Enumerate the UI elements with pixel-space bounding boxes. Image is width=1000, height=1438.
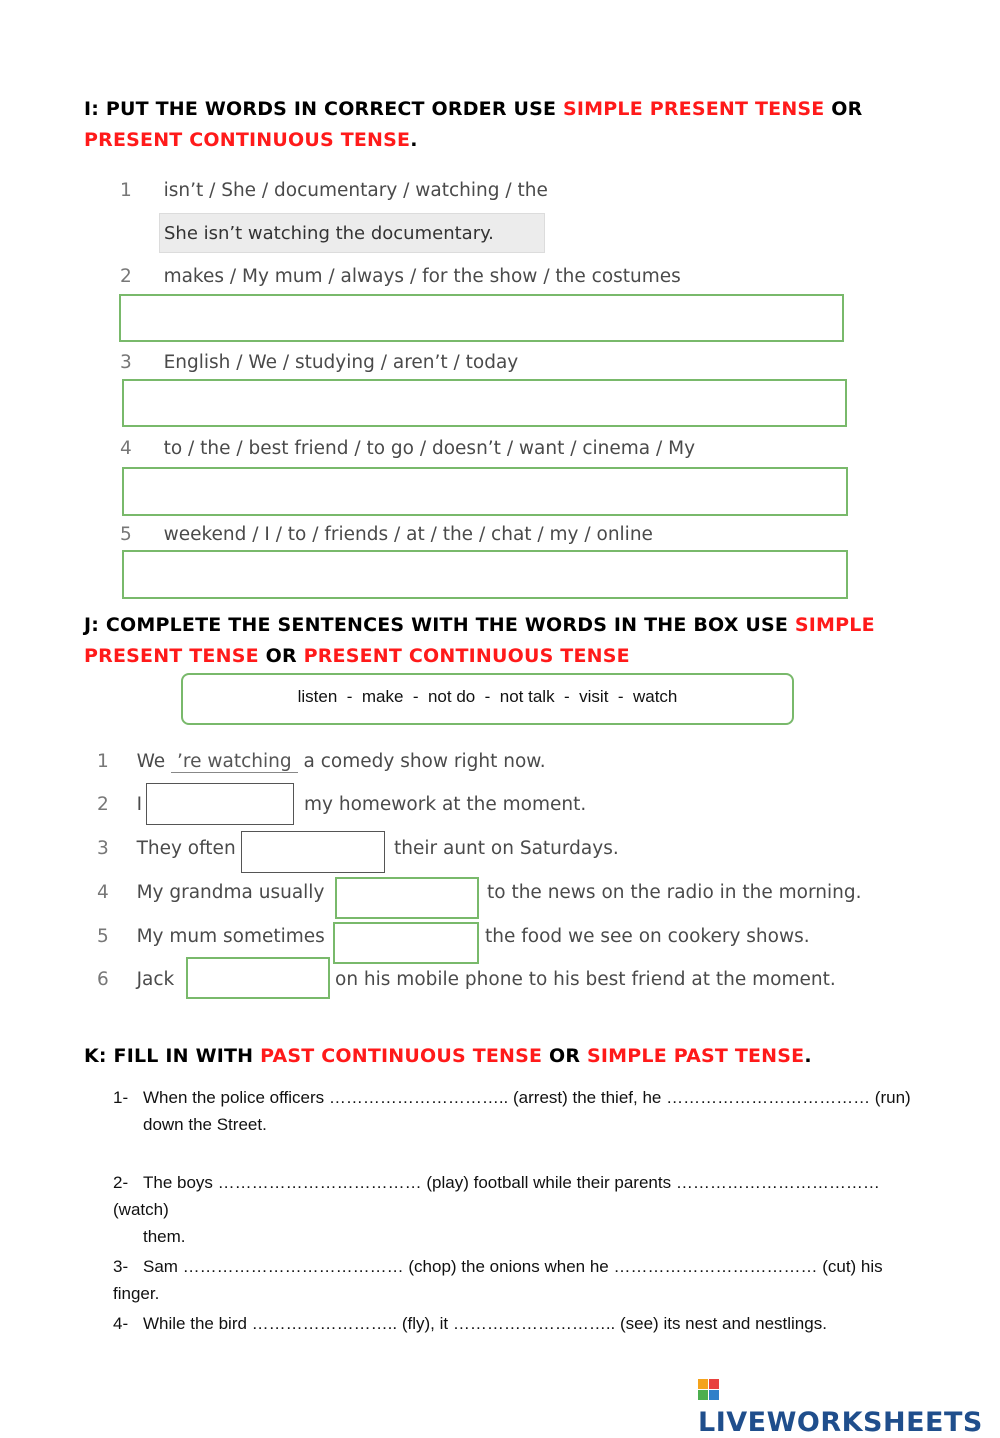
section-k-item-4 (113, 1310, 913, 1337)
section-i-item-1 (120, 180, 548, 201)
section-i-item-5 (120, 524, 653, 545)
item-before: We (136, 751, 166, 772)
item-number: 3 (97, 838, 109, 859)
section-k-heading (84, 1041, 944, 1072)
section-k-item-2 (113, 1169, 913, 1250)
item-after: my homework at the moment. (304, 794, 587, 815)
item-number: 2 (97, 794, 109, 815)
item-words: English / We / studying / aren’t / today (163, 352, 519, 373)
item-before: Jack (136, 969, 175, 990)
section-k-heading-or: OR (542, 1045, 588, 1067)
item-words: isn’t / She / documentary / watching / the (163, 180, 548, 201)
item-before: My grandma usually (136, 882, 325, 903)
item-number: 1 (120, 180, 132, 201)
gap-input-3[interactable] (241, 831, 385, 873)
logo-text: LIVEWORKSHEETS (698, 1407, 983, 1438)
section-j-item-5 (97, 926, 325, 947)
section-j-heading-red1: SIMPLE (794, 614, 875, 636)
item-number: 4 (120, 438, 132, 459)
item-number: 5 (97, 926, 109, 947)
answer-input-3[interactable] (122, 379, 847, 427)
item-words: makes / My mum / always / for the show / the costumes (163, 266, 681, 287)
gap-input-2[interactable] (146, 783, 294, 825)
section-k-item-3 (113, 1253, 913, 1307)
section-j-item-6 (97, 969, 174, 990)
item-line1: While the bird …………………….. (fly), it ……………………….. (see) its nest and nestlings. (143, 1314, 827, 1333)
example-gap-answer: ’re watching (171, 751, 298, 773)
item-after: their aunt on Saturdays. (394, 838, 619, 859)
item-before: My mum sometimes (136, 926, 325, 947)
section-j-heading-or: OR (258, 645, 304, 667)
section-i-heading-prefix: I: PUT THE WORDS IN CORRECT ORDER USE (84, 98, 564, 120)
item-number: 6 (97, 969, 109, 990)
section-k-heading-prefix: K: FILL IN WITH (84, 1045, 261, 1067)
section-j-heading-red1b: PRESENT TENSE (84, 645, 259, 667)
word-box: listen - make - not do - not talk - visit - watch (181, 673, 794, 725)
answer-input-4[interactable] (122, 467, 848, 516)
item-number: 1- (113, 1088, 129, 1107)
item-words: weekend / I / to / friends / at / the / chat / my / online (163, 524, 653, 545)
item-number: 4 (97, 882, 109, 903)
section-i-heading-red2: PRESENT CONTINUOUS TENSE (84, 129, 411, 151)
item-before: I (136, 794, 143, 815)
section-i-item-2 (120, 266, 681, 287)
section-j-item-2 (97, 794, 142, 815)
section-i-item-3 (120, 352, 518, 373)
section-i-item-4 (120, 438, 695, 459)
section-j-item-1 (97, 751, 546, 772)
section-k-heading-red2: SIMPLE PAST TENSE (587, 1045, 805, 1067)
item-line1: When the police officers ………………………….. (arrest) the thief, he ……………………………… (run) (143, 1088, 911, 1107)
section-k-item-1 (113, 1084, 913, 1138)
logo-mark-icon (698, 1379, 720, 1403)
item-number: 3- (113, 1257, 129, 1276)
example-answer: She isn’t watching the documentary. (159, 213, 545, 253)
section-j-item-4 (97, 882, 324, 903)
liveworksheets-logo (698, 1376, 1000, 1438)
item-after: to the news on the radio in the morning. (487, 882, 862, 903)
item-line1: The boys ……………………………… (play) football while their parents ………………………………(watch) (113, 1173, 880, 1219)
item-line2: them. (143, 1227, 186, 1246)
section-i-heading (84, 94, 944, 156)
item-number: 2 (120, 266, 132, 287)
section-k-heading-end: . (804, 1045, 812, 1067)
item-after: the food we see on cookery shows. (485, 926, 810, 947)
item-before: They often (136, 838, 236, 859)
answer-input-5[interactable] (122, 550, 848, 599)
section-j-heading-prefix: J: COMPLETE THE SENTENCES WITH THE WORDS IN THE BOX USE (84, 614, 795, 636)
item-line1: Sam ………………………………… (chop) the onions when he ……………………………… (cut) his finger. (113, 1257, 883, 1303)
item-after: a comedy show right now. (303, 751, 546, 772)
item-number: 3 (120, 352, 132, 373)
gap-input-5[interactable] (333, 922, 479, 964)
item-number: 4- (113, 1314, 129, 1333)
section-i-heading-or: OR (824, 98, 863, 120)
gap-input-6[interactable] (186, 957, 330, 999)
section-i-heading-end: . (410, 129, 418, 151)
section-i-heading-red1: SIMPLE PRESENT TENSE (563, 98, 825, 120)
section-j-heading-red2: PRESENT CONTINUOUS TENSE (303, 645, 630, 667)
item-line2: down the Street. (143, 1115, 267, 1134)
item-words: to / the / best friend / to go / doesn’t / want / cinema / My (163, 438, 696, 459)
section-j-item-3 (97, 838, 236, 859)
item-after: on his mobile phone to his best friend at the moment. (335, 969, 836, 990)
item-number: 2- (113, 1173, 129, 1192)
section-k-heading-red1: PAST CONTINUOUS TENSE (260, 1045, 543, 1067)
answer-input-2[interactable] (119, 294, 844, 342)
item-number: 5 (120, 524, 132, 545)
section-j-heading (84, 610, 964, 672)
item-number: 1 (97, 751, 109, 772)
gap-input-4[interactable] (335, 877, 479, 919)
